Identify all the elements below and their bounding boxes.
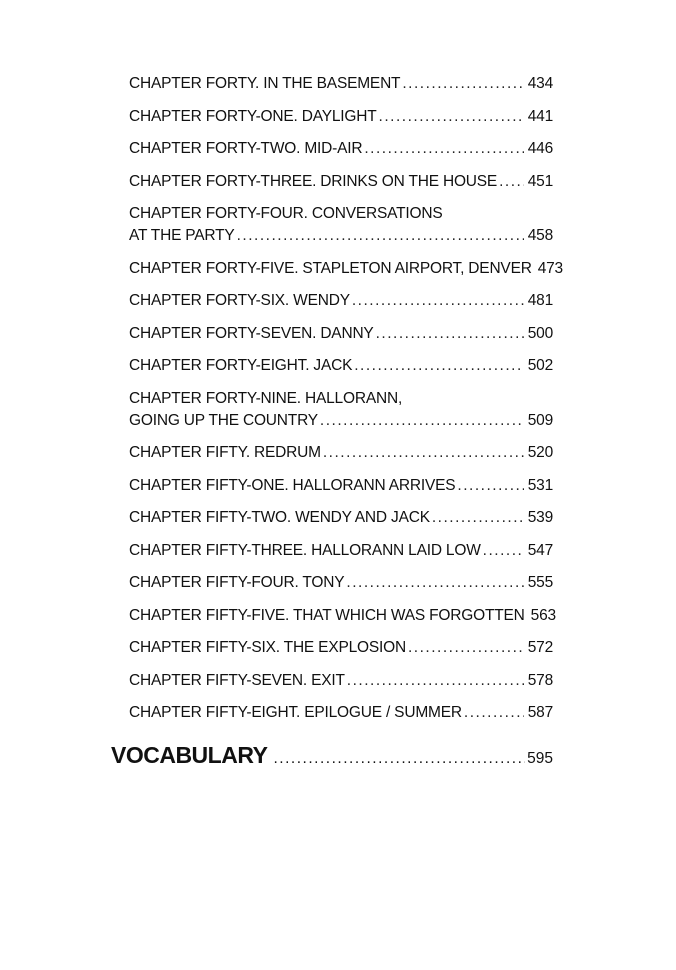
toc-entry xyxy=(129,540,553,562)
toc-entry-line xyxy=(129,637,553,659)
toc-entry-line xyxy=(129,410,553,432)
toc-entry-line xyxy=(129,442,553,464)
dot-leader xyxy=(483,540,524,562)
toc-entry-line xyxy=(129,73,553,95)
toc-entry-title: CHAPTER FORTY-ONE. DAYLIGHT xyxy=(129,107,377,125)
vocabulary-entry xyxy=(111,742,553,769)
toc-entry-page-number: 555 xyxy=(527,574,553,591)
toc-entry xyxy=(129,323,553,345)
toc-entry-page-number: 509 xyxy=(527,411,553,429)
dot-leader xyxy=(354,355,524,377)
toc-entry-page-number: 520 xyxy=(527,444,553,461)
toc-entry-title-line1: CHAPTER FORTY-FOUR. CONVERSATIONS xyxy=(129,205,443,222)
dot-leader xyxy=(237,225,524,247)
toc-entry xyxy=(129,637,553,659)
toc-entry-title: CHAPTER FIFTY-EIGHT. EPILOGUE / SUMMER xyxy=(129,704,462,721)
toc-entry-title: CHAPTER FORTY-SEVEN. DANNY xyxy=(129,324,374,342)
toc-entry-page-number: 502 xyxy=(527,357,553,374)
toc-entry-title: CHAPTER FIFTY-FIVE. THAT WHICH WAS FORGOTTEN xyxy=(129,606,525,624)
toc-entry xyxy=(129,73,553,95)
toc-entry-page-number: 563 xyxy=(530,606,556,624)
toc-entry xyxy=(129,258,563,280)
toc-entry-page-number: 578 xyxy=(527,671,553,689)
toc-entry xyxy=(129,442,553,464)
toc-entry-page-number: 458 xyxy=(527,227,553,244)
toc-entry-page-number: 481 xyxy=(527,292,553,309)
toc-entry-page-number: 531 xyxy=(527,476,553,494)
toc-entry-line xyxy=(129,540,553,562)
toc-entry-title: CHAPTER FORTY-FIVE. STAPLETON AIRPORT, DENVER xyxy=(129,259,532,277)
toc-entry-title-line1: CHAPTER FORTY-NINE. HALLORANN, xyxy=(129,389,403,407)
toc-entry-line xyxy=(129,572,553,594)
dot-leader xyxy=(402,73,523,95)
toc-entry-page-number: 451 xyxy=(527,172,553,190)
toc-entry-page-number: 441 xyxy=(527,107,553,125)
toc-entry xyxy=(129,702,553,724)
toc-entry-title: CHAPTER FIFTY-FOUR. TONY xyxy=(129,574,345,591)
dot-leader xyxy=(346,572,523,594)
dot-leader xyxy=(379,106,524,128)
toc-entry-page-number: 572 xyxy=(527,639,553,656)
dot-leader xyxy=(464,702,524,724)
toc-entry-page-number: 547 xyxy=(527,541,553,559)
vocabulary-title: VOCABULARY xyxy=(111,742,268,768)
toc-entry xyxy=(129,475,553,497)
toc-entry-title: CHAPTER FIFTY. REDRUM xyxy=(129,444,321,461)
toc-entry-title: CHAPTER FIFTY-TWO. WENDY AND JACK xyxy=(129,509,430,526)
dot-leader xyxy=(432,507,524,529)
toc-entry-page-number: 446 xyxy=(527,140,553,157)
toc-entry-line xyxy=(129,475,553,497)
dot-leader xyxy=(499,171,524,193)
table-of-contents xyxy=(129,73,563,735)
toc-entry-line xyxy=(129,106,553,128)
toc-entry-title: GOING UP THE COUNTRY xyxy=(129,411,318,429)
toc-entry xyxy=(129,670,553,692)
toc-entry-title: CHAPTER FIFTY-THREE. HALLORANN LAID LOW xyxy=(129,541,481,559)
dot-leader xyxy=(408,637,524,659)
toc-entry-line xyxy=(129,290,553,312)
toc-entry xyxy=(129,388,553,432)
toc-entry-line xyxy=(129,258,563,280)
toc-entry-line xyxy=(129,225,553,247)
toc-entry-title: CHAPTER FORTY-THREE. DRINKS ON THE HOUSE xyxy=(129,172,498,190)
dot-leader xyxy=(320,410,524,432)
toc-entry-title: CHAPTER FIFTY-ONE. HALLORANN ARRIVES xyxy=(129,476,456,494)
toc-entry-line xyxy=(129,355,553,377)
dot-leader xyxy=(273,750,525,768)
dot-leader xyxy=(352,290,524,312)
toc-entry xyxy=(129,171,553,193)
toc-entry xyxy=(129,290,553,312)
toc-entry-title: AT THE PARTY xyxy=(129,227,235,244)
toc-entry xyxy=(129,203,553,247)
toc-entry-line xyxy=(129,323,553,345)
toc-entry-page-number: 434 xyxy=(527,75,553,92)
toc-entry-page-number: 539 xyxy=(527,509,553,526)
toc-entry-title: CHAPTER FORTY-SIX. WENDY xyxy=(129,292,350,309)
toc-entry-line xyxy=(129,702,553,724)
dot-leader xyxy=(347,670,524,692)
toc-entry xyxy=(129,106,553,128)
dot-leader xyxy=(457,475,523,497)
dot-leader xyxy=(376,323,524,345)
toc-entry-title: CHAPTER FORTY-TWO. MID-AIR xyxy=(129,140,363,157)
toc-entry-title: CHAPTER FIFTY-SEVEN. EXIT xyxy=(129,671,345,689)
toc-entry-line xyxy=(129,605,556,627)
vocabulary-page-number: 595 xyxy=(527,750,553,767)
toc-entry-line xyxy=(129,171,553,193)
toc-entry-title: CHAPTER FORTY-EIGHT. JACK xyxy=(129,357,353,374)
toc-entry-page-number: 500 xyxy=(527,324,553,342)
dot-leader xyxy=(323,442,524,464)
toc-entry xyxy=(129,605,556,627)
toc-entry-line xyxy=(129,138,553,160)
toc-entry-title: CHAPTER FIFTY-SIX. THE EXPLOSION xyxy=(129,639,406,656)
toc-entry xyxy=(129,355,553,377)
toc-entry xyxy=(129,507,553,529)
dot-leader xyxy=(364,138,523,160)
toc-entry-title: CHAPTER FORTY. IN THE BASEMENT xyxy=(129,75,401,92)
toc-entry-line xyxy=(129,507,553,529)
toc-entry xyxy=(129,572,553,594)
toc-entry-page-number: 587 xyxy=(527,704,553,721)
toc-entry xyxy=(129,138,553,160)
toc-entry-line xyxy=(129,670,553,692)
toc-entry-page-number: 473 xyxy=(537,259,563,277)
